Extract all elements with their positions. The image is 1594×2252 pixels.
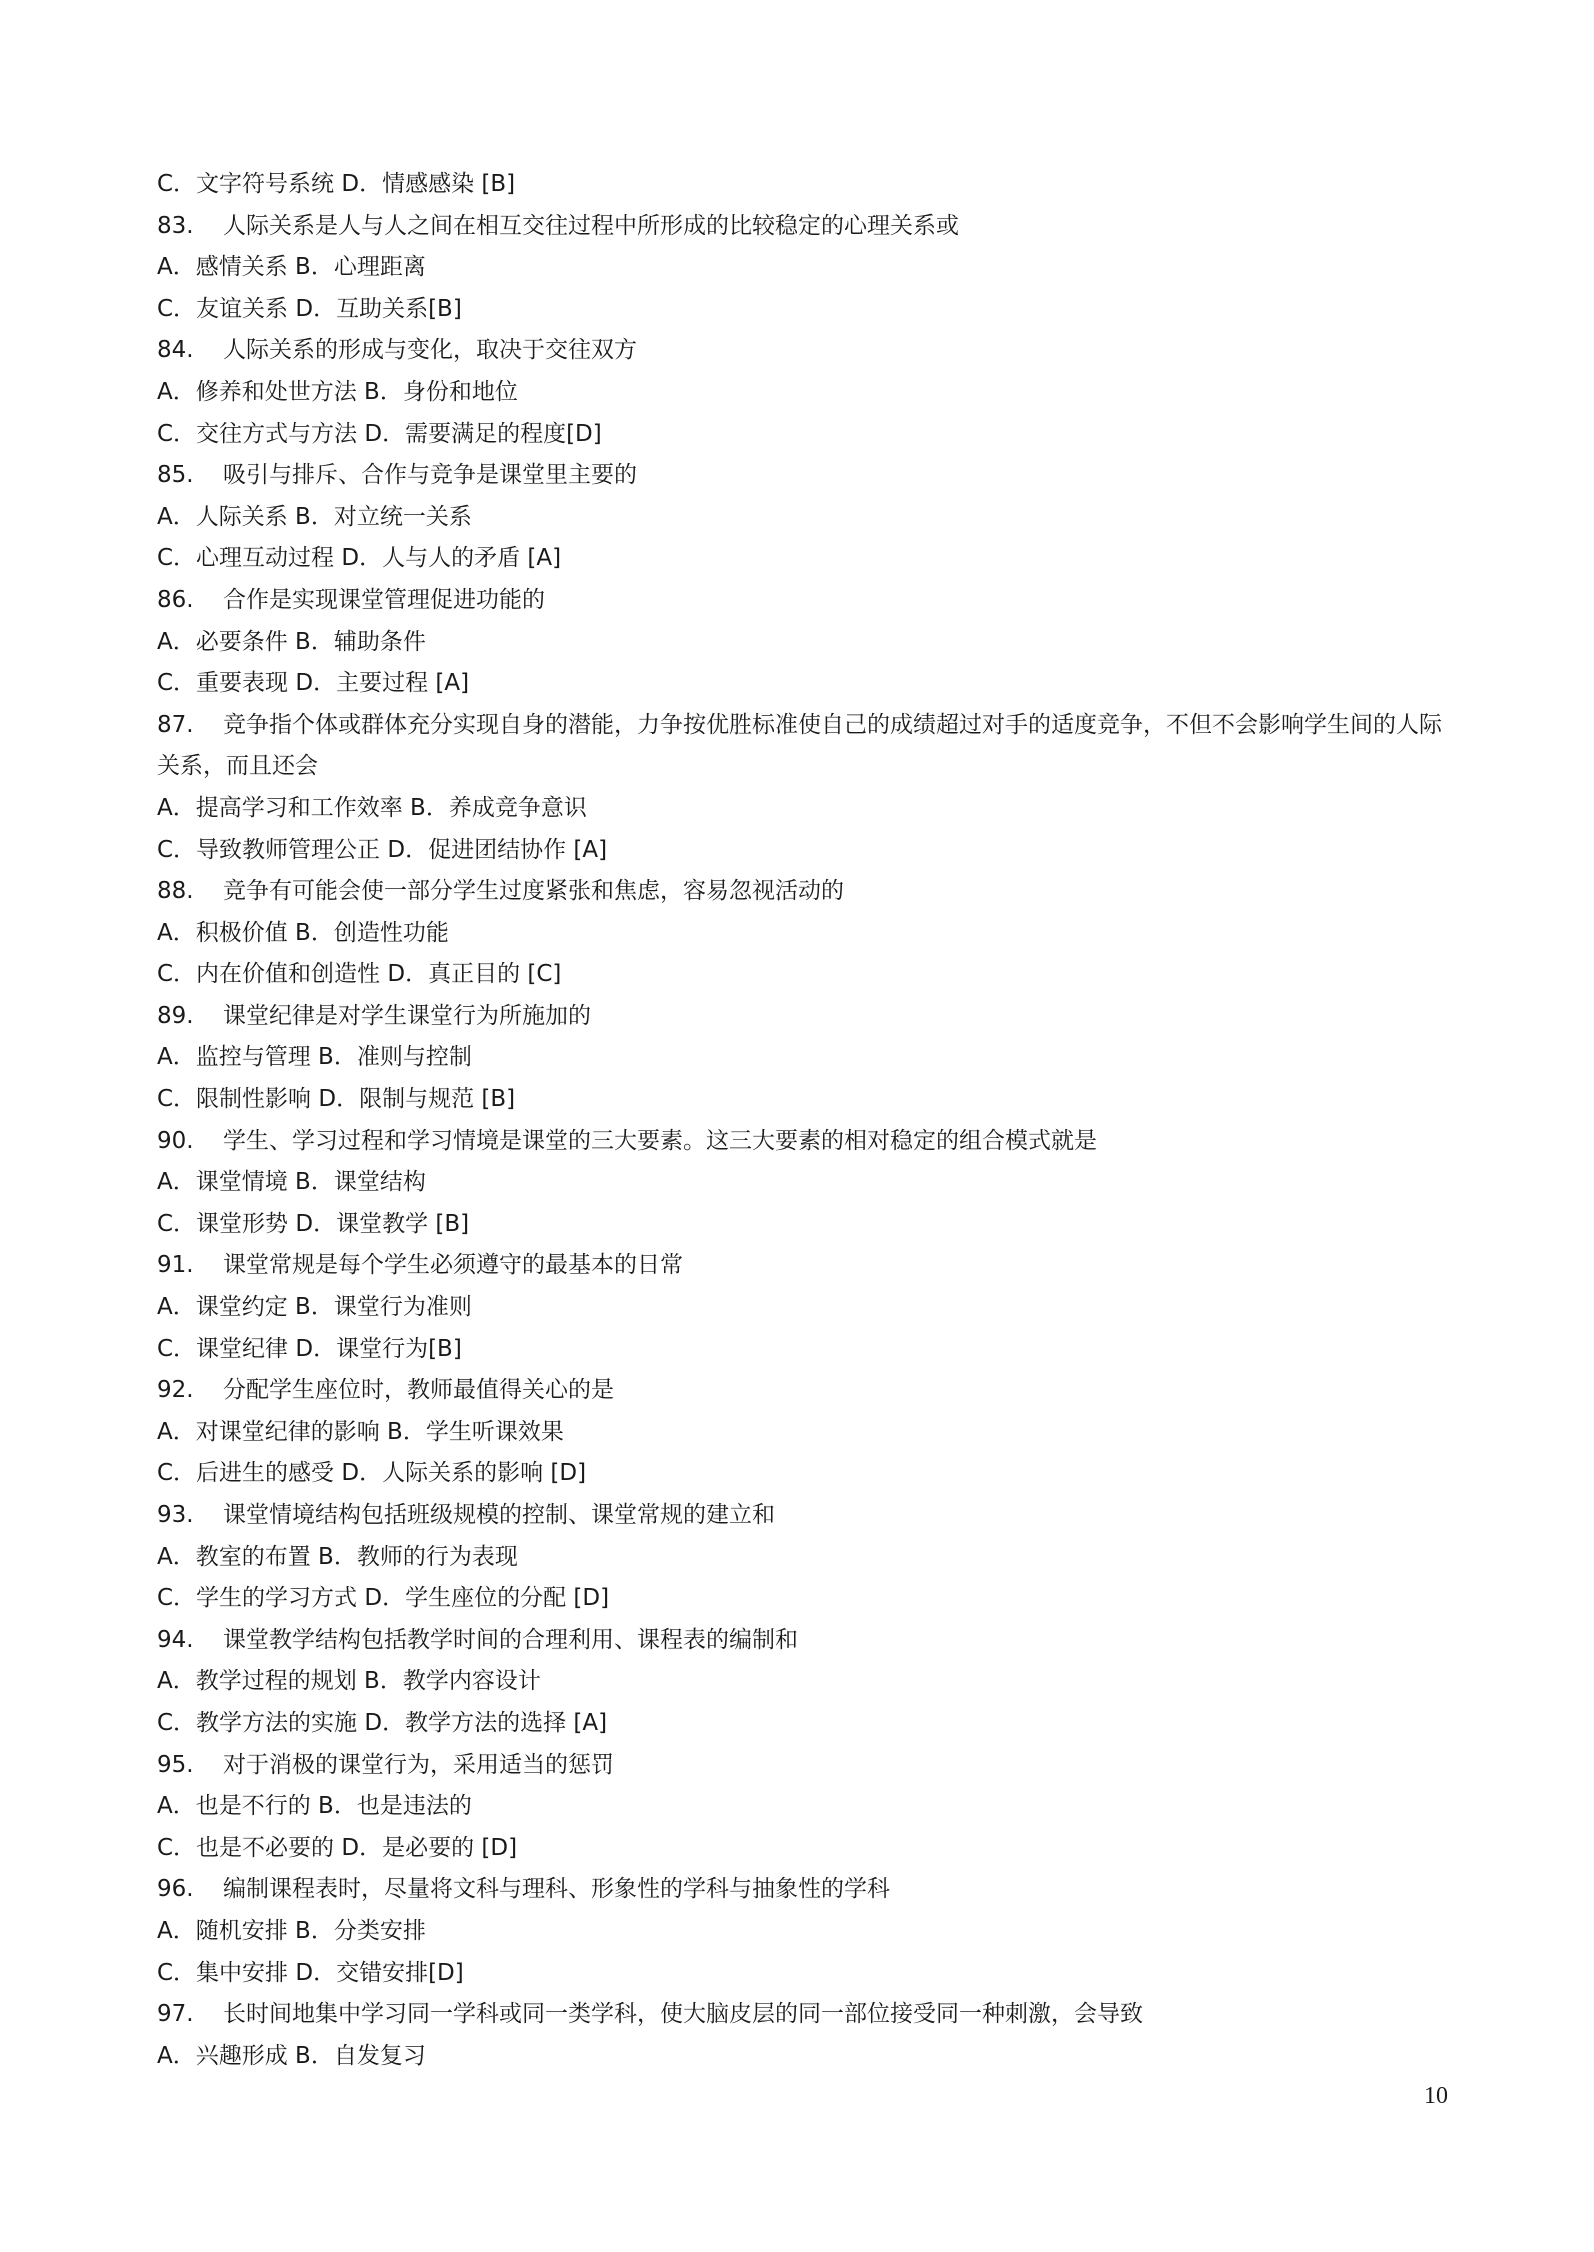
question-stem	[157, 705, 1447, 788]
question-stem	[157, 1495, 1447, 1537]
options-a-b: A．课堂情境 B．课堂结构	[157, 1169, 426, 1196]
question-stem	[157, 206, 1447, 248]
options-a-b: A．积极价值 B．创造性功能	[157, 919, 449, 946]
question-number: 93.	[157, 1502, 194, 1528]
question-stem-text: 课堂教学结构包括教学时间的合理利用、课程表的编制和	[223, 1626, 798, 1653]
question-number: 90.	[157, 1127, 194, 1154]
question-list	[157, 164, 1447, 2077]
question-stem-text: 课堂情境结构包括班级规模的控制、课堂常规的建立和	[223, 1502, 775, 1528]
question-number: 97.	[157, 2001, 194, 2028]
question-stem-text: 吸引与排斥、合作与竞争是课堂里主要的	[223, 462, 637, 489]
options-a-b: A．也是不行的 B．也是违法的	[157, 1793, 472, 1820]
question-stem-text: 课堂常规是每个学生必须遵守的最基本的日常	[223, 1252, 683, 1279]
question-stem	[157, 996, 1447, 1038]
options-a-b: A．对课堂纪律的影响 B．学生听课效果	[157, 1418, 564, 1445]
question-item	[157, 705, 1447, 871]
options-c-d-answer: C．限制性影响 D．限制与规范 [B]	[157, 1086, 516, 1113]
question-item	[157, 206, 1447, 331]
question-stem-text: 对于消极的课堂行为，采用适当的惩罚	[223, 1751, 614, 1778]
options-a-b: A．感情关系 B．心理距离	[157, 254, 426, 281]
options-a-b: A．提高学习和工作效率 B．养成竞争意识	[157, 794, 587, 821]
options-a-b: A．教室的布置 B．教师的行为表现	[157, 1543, 518, 1570]
question-stem	[157, 1869, 1447, 1911]
question-number: 94.	[157, 1626, 194, 1653]
question-stem-text: 课堂纪律是对学生课堂行为所施加的	[223, 1002, 591, 1029]
options-c-d-answer: C．课堂纪律 D．课堂行为[B]	[157, 1335, 462, 1362]
question-item	[157, 1121, 1447, 1246]
question-stem-text: 长时间地集中学习同一学科或同一类学科，使大脑皮层的同一部位接受同一种刺激，会导致	[223, 2001, 1143, 2028]
question-item	[157, 1869, 1447, 1994]
question-stem	[157, 580, 1447, 622]
question-stem-text: 竞争指个体或群体充分实现自身的潜能，力争按优胜标准使自己的成绩超过对手的适度竞争，不但不会影响学生间的人际关系，而且还会	[157, 711, 1442, 780]
page-number: 10	[1424, 2083, 1448, 2109]
question-number: 84.	[157, 337, 194, 364]
questions-container	[157, 206, 1447, 2078]
question-item	[157, 1370, 1447, 1495]
question-item	[157, 1745, 1447, 1870]
question-stem-text: 合作是实现课堂管理促进功能的	[223, 586, 545, 613]
question-number: 92.	[157, 1377, 194, 1404]
options-c-d-answer: C．课堂形势 D．课堂教学 [B]	[157, 1210, 470, 1237]
question-stem-text: 编制课程表时，尽量将文科与理科、形象性的学科与抽象性的学科	[223, 1876, 890, 1903]
question-stem	[157, 1994, 1447, 2036]
question-item	[157, 871, 1447, 996]
question-number: 96.	[157, 1876, 194, 1903]
continuation-options-line: C．文字符号系统 D．情感感染 [B]	[157, 171, 516, 197]
question-item	[157, 1620, 1447, 1745]
question-stem	[157, 1245, 1447, 1287]
question-stem	[157, 1370, 1447, 1412]
question-stem-text: 人际关系的形成与变化，取决于交往双方	[223, 337, 637, 364]
question-number: 86.	[157, 586, 194, 613]
question-stem	[157, 455, 1447, 497]
options-a-b: A．监控与管理 B．准则与控制	[157, 1044, 472, 1071]
options-a-b: A．修养和处世方法 B．身份和地位	[157, 378, 518, 405]
options-c-d-answer: C．后进生的感受 D．人际关系的影响 [D]	[157, 1460, 587, 1487]
question-stem	[157, 330, 1447, 372]
options-a-b: A．教学过程的规划 B．教学内容设计	[157, 1668, 541, 1695]
question-number: 89.	[157, 1002, 194, 1029]
options-a-b: A．兴趣形成 B．自发复习	[157, 2042, 426, 2069]
question-stem	[157, 1121, 1447, 1163]
question-item	[157, 580, 1447, 705]
question-stem-text: 分配学生座位时，教师最值得关心的是	[223, 1377, 614, 1404]
question-number: 85.	[157, 462, 194, 489]
question-item	[157, 455, 1447, 580]
question-number: 88.	[157, 878, 194, 905]
question-item	[157, 1994, 1447, 2077]
options-a-b: A．人际关系 B．对立统一关系	[157, 503, 472, 530]
options-a-b: A．课堂约定 B．课堂行为准则	[157, 1294, 472, 1321]
options-a-b: A．必要条件 B．辅助条件	[157, 628, 426, 655]
options-c-d-answer: C．交往方式与方法 D．需要满足的程度[D]	[157, 420, 602, 447]
question-item	[157, 330, 1447, 455]
options-c-d-answer: C．也是不必要的 D．是必要的 [D]	[157, 1834, 518, 1861]
options-c-d-answer: C．教学方法的实施 D．教学方法的选择 [A]	[157, 1709, 608, 1736]
options-c-d-answer: C．心理互动过程 D．人与人的矛盾 [A]	[157, 545, 562, 572]
question-stem	[157, 871, 1447, 913]
options-c-d-answer: C．友谊关系 D．互助关系[B]	[157, 295, 462, 322]
options-c-d-answer: C．重要表现 D．主要过程 [A]	[157, 670, 470, 697]
question-stem	[157, 1745, 1447, 1787]
question-number: 83.	[157, 212, 194, 239]
options-c-d-answer: C．内在价值和创造性 D．真正目的 [C]	[157, 961, 562, 988]
question-stem	[157, 1620, 1447, 1662]
options-c-d-answer: C．学生的学习方式 D．学生座位的分配 [D]	[157, 1585, 610, 1612]
question-item	[157, 1495, 1447, 1620]
options-c-d-answer: C．集中安排 D．交错安排[D]	[157, 1959, 464, 1986]
question-number: 95.	[157, 1751, 194, 1778]
options-a-b: A．随机安排 B．分类安排	[157, 1917, 426, 1944]
question-stem-text: 学生、学习过程和学习情境是课堂的三大要素。这三大要素的相对稳定的组合模式就是	[223, 1127, 1097, 1154]
question-stem-text: 人际关系是人与人之间在相互交往过程中所形成的比较稳定的心理关系或	[223, 212, 959, 239]
options-c-d-answer: C．导致教师管理公正 D．促进团结协作 [A]	[157, 836, 608, 863]
question-number: 91.	[157, 1252, 194, 1279]
question-item	[157, 1245, 1447, 1370]
question-stem-text: 竞争有可能会使一部分学生过度紧张和焦虑，容易忽视活动的	[223, 878, 844, 905]
question-number: 87.	[157, 711, 194, 738]
question-item	[157, 996, 1447, 1121]
